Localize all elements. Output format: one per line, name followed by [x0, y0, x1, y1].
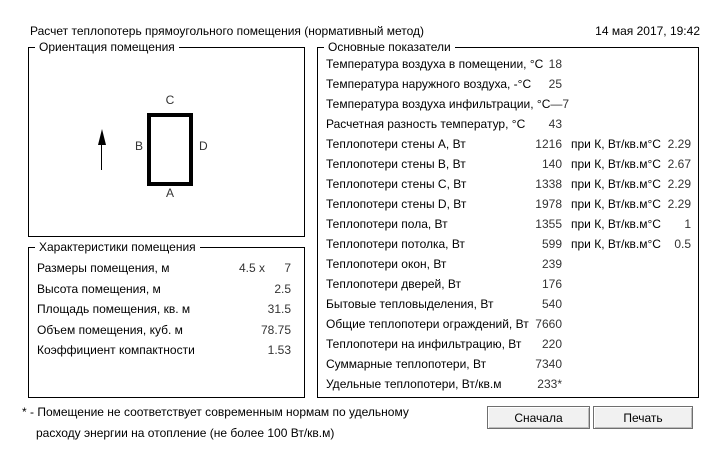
k-coefficient-label: при К, Вт/кв.м°С [571, 197, 661, 211]
indicator-label: Удельные теплопотери, Вт/кв.м [326, 377, 502, 391]
k-coefficient-value: 0.5 [674, 237, 691, 251]
indicator-label: Теплопотери стены C, Вт [326, 177, 467, 191]
indicator-value: 1338 [535, 177, 562, 191]
indicator-label: Теплопотери стены B, Вт [326, 157, 466, 171]
indicator-row-total [326, 354, 691, 374]
indicator-row [326, 114, 691, 134]
k-coefficient-label: при К, Вт/кв.м°С [571, 177, 661, 191]
restart-button[interactable]: Сначала [487, 406, 590, 429]
orientation-legend: Ориентация помещения [35, 40, 179, 55]
indicator-row [326, 54, 691, 74]
indicator-label: Температура воздуха инфильтрации, °С [326, 97, 551, 111]
window-header [30, 24, 700, 38]
characteristic-value: 31.5 [267, 302, 291, 317]
indicator-row-wall-a [326, 134, 691, 154]
indicator-value: 176 [541, 277, 562, 291]
norm-warning-footnote [22, 402, 472, 444]
indicator-label: Суммарные теплопотери, Вт [326, 357, 487, 371]
indicator-value: 233* [537, 377, 562, 391]
indicator-row [326, 74, 691, 94]
north-arrow-head [98, 129, 106, 145]
indicator-value: 1216 [535, 137, 562, 151]
wall-label-d: D [199, 139, 208, 153]
k-coefficient-label: при К, Вт/кв.м°С [571, 217, 661, 231]
indicator-row [326, 294, 691, 314]
indicator-label: Теплопотери стены A, Вт [326, 137, 466, 151]
page-title: Расчет теплопотерь прямоугольного помещения (нормативный метод) [30, 24, 425, 38]
k-coefficient-value: 2.67 [667, 157, 691, 171]
indicator-row-ceiling [326, 234, 691, 254]
indicator-value: 1355 [535, 217, 562, 231]
characteristic-row-height [37, 279, 291, 300]
indicators-legend: Основные показатели [324, 40, 455, 55]
indicator-row-wall-b [326, 154, 691, 174]
report-datetime: 14 мая 2017, 19:42 [595, 24, 700, 38]
characteristic-label: Высота помещения, м [37, 281, 161, 296]
k-coefficient-label: при К, Вт/кв.м°С [571, 157, 661, 171]
indicator-label: Теплопотери окон, Вт [326, 257, 447, 271]
indicator-label: Теплопотери стены D, Вт [326, 197, 467, 211]
k-coefficient-value: 1 [684, 217, 691, 231]
indicator-value: 239 [541, 257, 562, 271]
k-suffix [562, 217, 691, 231]
indicator-row [326, 254, 691, 274]
characteristic-label: Объем помещения, куб. м [37, 322, 183, 337]
orientation-groupbox [28, 40, 305, 237]
k-coefficient-value: 2.29 [667, 197, 691, 211]
characteristics-legend: Характеристики помещения [35, 240, 200, 255]
characteristic-row-volume [37, 320, 291, 341]
footnote-line2: расходу энергии на отопление (не более 100 Вт/кв.м) [36, 426, 335, 440]
wall-label-b: B [134, 139, 143, 153]
north-arrow-stem [101, 145, 102, 170]
indicators-rows [318, 48, 698, 394]
characteristic-value-width: 4.5 x [238, 261, 265, 276]
indicator-value: 599 [541, 237, 562, 251]
indicator-value: 540 [541, 297, 562, 311]
north-arrow-icon [97, 129, 106, 170]
print-button[interactable]: Печать [593, 406, 693, 429]
indicator-row [326, 314, 691, 334]
characteristics-groupbox [28, 240, 305, 398]
indicator-value: —7 [550, 97, 570, 111]
characteristic-label: Площадь помещения, кв. м [37, 302, 191, 317]
indicator-row [326, 334, 691, 354]
wall-label-a: A [165, 186, 174, 200]
indicator-value: 43 [548, 117, 562, 131]
indicator-row-floor [326, 214, 691, 234]
indicator-label: Теплопотери пола, Вт [326, 217, 448, 231]
characteristic-row-compactness [37, 340, 291, 361]
indicator-label: Теплопотери дверей, Вт [326, 277, 462, 291]
characteristic-value: 78.75 [260, 322, 291, 337]
characteristic-row-area [37, 299, 291, 320]
characteristic-label: Коэффициент компактности [37, 343, 195, 358]
indicator-label: Теплопотери потолка, Вт [326, 237, 465, 251]
indicator-label: Температура воздуха в помещении, °С [326, 57, 544, 71]
wall-label-c: C [165, 93, 175, 107]
k-coefficient-value: 2.29 [667, 137, 691, 151]
characteristic-value: 1.53 [267, 343, 291, 358]
indicator-row [326, 94, 691, 114]
indicator-label: Расчетная разность температур, °С [326, 117, 526, 131]
room-outline [147, 113, 193, 186]
k-coefficient-label: при К, Вт/кв.м°С [571, 237, 661, 251]
indicator-value: 140 [541, 157, 562, 171]
k-suffix [562, 137, 691, 151]
k-suffix [562, 197, 691, 211]
footnote-line1: * - Помещение не соответствует современным нормам по удельному [22, 405, 409, 419]
k-suffix [562, 177, 691, 191]
characteristics-rows [29, 248, 304, 361]
characteristic-row-dimensions [37, 258, 291, 279]
indicator-value: 18 [548, 57, 562, 71]
indicator-row-wall-c [326, 174, 691, 194]
indicator-row-specific [326, 374, 691, 394]
characteristic-label: Размеры помещения, м [37, 261, 170, 276]
indicator-value: 7340 [535, 357, 562, 371]
indicator-label: Температура наружного воздуха, -°С [326, 77, 532, 91]
indicator-row-wall-d [326, 194, 691, 214]
characteristic-value: 2.5 [274, 281, 291, 296]
k-coefficient-label: при К, Вт/кв.м°С [571, 137, 661, 151]
indicator-value: 220 [541, 337, 562, 351]
indicator-label: Теплопотери на инфильтрацию, Вт [326, 337, 522, 351]
indicator-value: 1978 [535, 197, 562, 211]
k-suffix [562, 237, 691, 251]
characteristic-value: 7 [284, 261, 291, 276]
indicator-row [326, 274, 691, 294]
indicator-value: 25 [548, 77, 562, 91]
k-coefficient-value: 2.29 [667, 177, 691, 191]
indicators-groupbox [317, 40, 699, 398]
indicator-value: 7660 [535, 317, 562, 331]
indicator-label: Бытовые тепловыделения, Вт [326, 297, 494, 311]
k-suffix [562, 157, 691, 171]
indicator-label: Общие теплопотери ограждений, Вт [326, 317, 529, 331]
